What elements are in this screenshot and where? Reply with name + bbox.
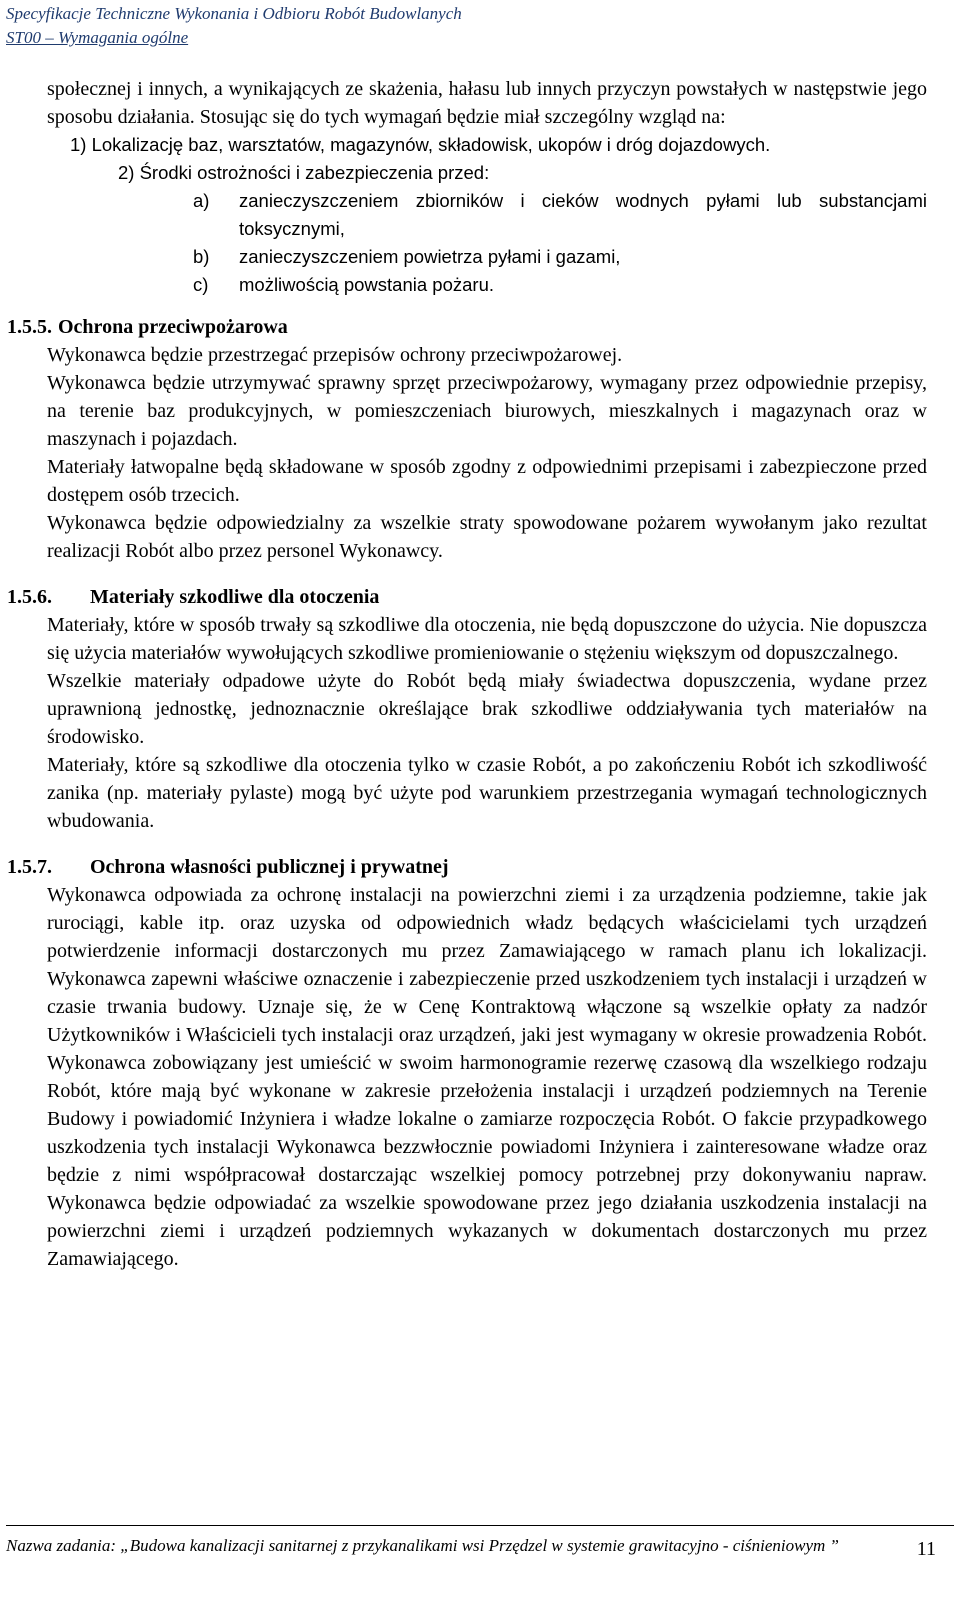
paragraph: społecznej i innych, a wynikających ze skażenia, hałasu lub innych przyczyn powstałych w następstwie jego sposobu działania. Stosując się do tych wymagań będzie miał szczególny wzgląd na: xyxy=(47,78,927,128)
section-number: 1.5.6. xyxy=(7,586,52,608)
paragraph: Materiały, które są szkodliwe dla otoczenia tylko w czasie Robót, a po zakończeniu Robót ich szkodliwość zanika (np. materiały pylaste) mogą być użyte pod warunkiem przestrzegania wymagań technologicznych wbudowania. xyxy=(47,754,927,832)
section-heading xyxy=(7,313,927,341)
section-number: 1.5.7. xyxy=(7,856,52,878)
project-name: Nazwa zadania: „Budowa kanalizacji sanitarnej z przykanalikami wsi Przędzel w systemie grawitacyjno - ciśnieniowym ” xyxy=(6,1536,839,1555)
list-marker: c) xyxy=(193,274,209,295)
document-subtitle: ST00 – Wymagania ogólne xyxy=(6,28,189,47)
sub-list-item xyxy=(47,271,927,299)
section-number: 1.5.5. xyxy=(7,316,52,338)
paragraph: Wykonawca będzie utrzymywać sprawny sprzęt przeciwpożarowy, wymagany przez odpowiednie przepisy, na terenie baz produkcyjnych, w pomieszczeniach biurowych, mieszkalnych i magazynach oraz w maszynach i pojazdach. xyxy=(47,372,927,450)
paragraph: Wykonawca odpowiada za ochronę instalacji na powierzchni ziemi i za urządzenia podziemne, takie jak rurociągi, kable itp. oraz uzyska od odpowiednich władz będących właścicielami tych urządzeń potwierdzenie informacji dostarczonych mu przez Zamawiającego w ramach planu ich lokalizacji. Wykonawca zapewni właściwe oznaczenie i zabezpieczenie przed uszkodzeniem tych instalacji i urządzeń w czasie trwania budowy. Uznaje się, że w Cenę Kontraktową włączone są wszelkie opłaty za nadzór Użytkowników i Właścicieli tych instalacji oraz urządzeń, jaki jest wymagany w okresie prowadzenia Robót. Wykonawca zobowiązany jest umieścić w swoim harmonogramie rezerwę czasową dla wszelkiego rodzaju Robót, które mają być wykonane w zakresie przełożenia instalacji i urządzeń podziemnych na Terenie Budowy i powiadomić Inżyniera i władze lokalne o zamiarze rozpoczęcia Robót. O fakcie przypadkowego uszkodzenia tych instalacji Wykonawca bezzwłocznie powiadomi Inżyniera i zainteresowane władze oraz będzie z nimi współpracował dostarczając wszelkiej pomocy potrzebnej przy dokonywaniu napraw. Wykonawca będzie odpowiadać za wszelkie spowodowane przez jego działania uszkodzenia instalacji na powierzchni ziemi i urządzeń podziemnych wykazanych w dokumentach dostarczonych mu przez Zamawiającego. xyxy=(47,884,927,1270)
document-title: Specyfikacje Techniczne Wykonania i Odbioru Robót Budowlanych xyxy=(6,4,462,23)
list-item: 2) Środki ostrożności i zabezpieczenia przed: xyxy=(118,162,490,183)
paragraph: Wykonawca będzie przestrzegać przepisów ochrony przeciwpożarowej. xyxy=(47,344,623,366)
page-content xyxy=(7,75,927,1273)
page-number: 11 xyxy=(916,1538,936,1560)
section-heading xyxy=(7,853,927,881)
sub-list-item xyxy=(47,243,927,271)
list-item: 1) Lokalizację baz, warsztatów, magazynów, składowisk, ukopów i dróg dojazdowych. xyxy=(70,134,771,155)
list-text: możliwością powstania pożaru. xyxy=(239,274,495,295)
section-title: Ochrona własności publicznej i prywatnej xyxy=(90,856,449,878)
list-marker: a) xyxy=(193,190,210,211)
paragraph: Wszelkie materiały odpadowe użyte do Robót będą miały świadectwa dopuszczenia, wydane przez uprawnioną jednostkę, jednoznacznie określające brak szkodliwe oddziaływania tych materiałów na środowisko. xyxy=(47,670,927,748)
paragraph: Materiały łatwopalne będą składowane w sposób zgodny z odpowiednimi przepisami i zabezpieczone przed dostępem osób trzecich. xyxy=(47,456,927,506)
list-text: zanieczyszczeniem zbiorników i cieków wodnych pyłami lub substancjami toksycznymi, xyxy=(239,190,927,239)
section-title: Ochrona przeciwpożarowa xyxy=(58,316,288,338)
list-text: zanieczyszczeniem powietrza pyłami i gazami, xyxy=(239,246,621,267)
section-title: Materiały szkodliwe dla otoczenia xyxy=(90,586,380,608)
list-marker: b) xyxy=(193,246,210,267)
section-heading xyxy=(7,583,927,611)
paragraph: Materiały, które w sposób trwały są szkodliwe dla otoczenia, nie będą dopuszczone do użycia. Nie dopuszcza się użycia materiałów wywołujących szkodliwe promieniowanie o stężeniu większym od dopuszczalnego. xyxy=(47,614,927,664)
paragraph: Wykonawca będzie odpowiedzialny za wszelkie straty spowodowane pożarem wywołanym jako rezultat realizacji Robót albo przez personel Wykonawcy. xyxy=(47,512,927,562)
page-footer xyxy=(6,1525,954,1558)
sub-list-item xyxy=(47,187,927,243)
page-header xyxy=(6,2,946,50)
